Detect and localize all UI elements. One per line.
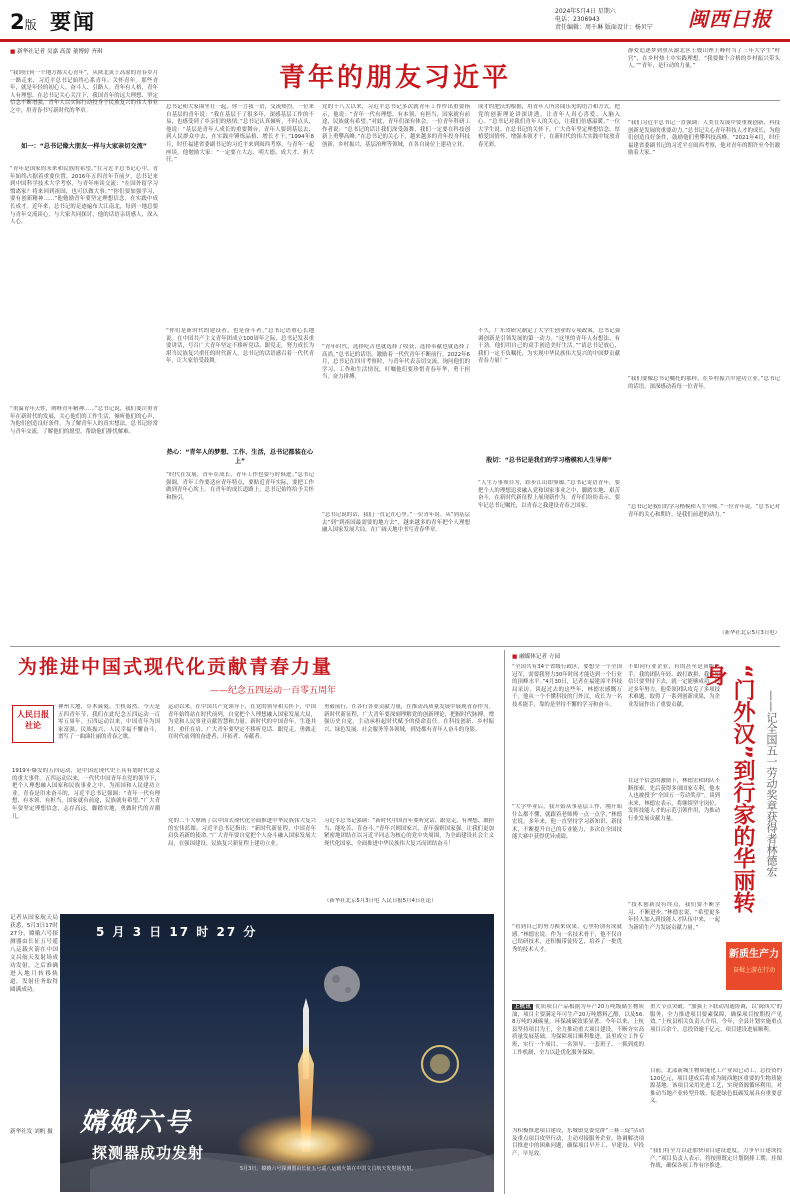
- article1-title: 青年的朋友习近平: [278, 63, 511, 93]
- article1-col5-para4: “总书记是我们的学习楷模和人生导师。”一位青年说。“总书记对青年的关心和期许，是我们前进的动力。”: [628, 504, 780, 518]
- header-rule: [0, 39, 790, 42]
- article1-col5-para3: “我们要像总书记嘱托的那样，在乡村振兴中建功立业。”总书记的话语，深深感动着每一位青年。: [628, 376, 780, 390]
- article1-col5-para1: 静爱追逐梦到重庆渝北区王嫂山锂王峰村当了三年大学生“村官”，在乡村热土中实践理想。“我要做个合格的乡村振兴带头人。”“青年，是行动的力量。”: [628, 48, 780, 70]
- article1-col2-para3: “时代在发展，青年在成长，青年工作也要与时俱进。”总书记强调，青年工作要适应青年特点，要贴近青年实际，要把工作做到青年心坎上。在青年的成长道路上，总书记始终给予关怀和指引。: [166, 472, 314, 501]
- article4-tag: 上杭讯: [514, 1004, 532, 1010]
- moon-icon: [324, 966, 360, 1002]
- article1-credit: （新华社北京5月3日电）: [719, 630, 780, 636]
- page-num: 2: [10, 10, 25, 34]
- header-phone: 电话：2306943: [555, 16, 600, 23]
- article3-bottom-rule: [512, 1000, 782, 1001]
- article1-col3-para2: “青年时代，选择吃苦也就选择了收获，选择奉献也就选择了高尚。”总书记的话语，激励着一代代青年不断前行。2022年6月，总书记在四川考察时，与青年代表亲切交流，询问他们的学习、工作和生活情况，叮嘱他们要珍惜青春年华，勇于担当，奋力拼搏。: [322, 344, 470, 381]
- article1-col3-para1: 党的十八大以来，习近平总书记多次就青年工作作出重要指示，他说：“青年一代有理想、有本领、有担当，国家就有前途，民族就有希望。”对此，青年们深有体会。一位青年科研工作者说：“总书记的话让我们深受鼓舞，我们一定要在科技创新上勇攀高峰。”在总书记的关心下，越来越多的青年投身科技创新、乡村振兴、基层治理等领域，在各自岗位上建功立业。: [322, 104, 470, 148]
- square-icon: ■: [512, 654, 518, 660]
- article4-col2-para2: 目前，北部新城生物质能化工产业园已动工，总投资约120亿元，项目建成后将成为闽西地区重要的生物质能源基地。该项目采用先进工艺，实现资源循环利用，对推动当地产业转型升级、促进绿色低碳发展具有重要意义。: [650, 1068, 782, 1105]
- article2-col3-para2: 习近平总书记强调：“新时代中国青年要听党话、跟党走，有理想、敢担当、能吃苦、肯奋斗。”青年兴则国家兴，青年强则国家强。让我们更加紧密地团结在以习近平同志为核心的党中央周围，为全面建设社会主义现代化国家、全面推进中华民族伟大复兴而团结奋斗！: [324, 818, 494, 847]
- article1-col1-para1: “我到任何一个地方都关心青年”，从陕北黄土高原的青春岁月一路走来，习近平总书记始终心系青年、关怀青年。那些青年，就是年轻的初心人、奋斗人、引路人。青年有人格，青年人有理想。在总书记关心关注下，我国青年的远大理想、坚定信念不断增强，青年人以实际行动投身于民族复兴的伟大事业之中，用青春书写新时代的华章。: [10, 70, 158, 114]
- article1-col5-para2: “我们习近平总书记一直强调：人类在发展中要重视创新，科技创新是发展的重要动力。”总书记关心青年科技人才的成长，为他们创造良好条件，鼓励他们勇攀科技高峰。“2021年4月，时任福建省委副书记的习近平在闽西考察，他对青年的期许至今仍激励着大家。”: [628, 120, 780, 157]
- newspaper-logo: 闽西日报: [688, 7, 772, 31]
- quality-productivity-banner: [726, 942, 782, 990]
- article1-col3-para3: “总书记说的话，我们一直记在心里。”一位青年说。从“到基层去”到“到祖国最需要的地方去”，越来越多的青年把个人理想融入国家发展大局，在广阔天地中书写青春华章。: [322, 512, 470, 534]
- article1-authors: 吴嘉 高蕾 董博婷 齐琪: [46, 49, 103, 55]
- column-divider: [504, 650, 505, 1194]
- article2-col2-para2: 党的二十大擘画了以中国式现代化全面推进中华民族伟大复兴的宏伟蓝图。习近平总书记指出：“新时代新征程，中国青年肩负着新的使命。”广大青年要自觉把个人奋斗融入国家发展大局，在强国建设、民族复兴新征程上建功立业。: [168, 818, 316, 847]
- article1-col4-para1: 成才的肥沃的根据，用青年人所喜闻乐见的语言和方式，把党的创新理论讲深讲透，让青年人真心喜爱、入脑入心。“总书记对我们青年人的关心，让我们倍感温暖。”一位大学生说。在总书记的关怀下，广大青年坚定理想信念，厚植爱国情怀，增强本领才干，在新时代的伟大实践中绽放青春光彩。: [478, 104, 620, 148]
- photo-time-banner: 5 月 3 日 17 时 27 分: [96, 925, 258, 939]
- article2-credit: （新华社北京5月3日电 人民日报5月4日社论）: [324, 898, 437, 904]
- side-caption-block: [10, 914, 58, 1184]
- article3-title: “门外汉”到行家的华丽转身: [702, 664, 755, 913]
- editorial-badge-text: 人民日报社论: [17, 710, 49, 730]
- article3-col2-para3: “技术创新没有终点，我们要不断学习、不断进步。”林德宏说，“希望更多年轻人加入到技能人才队伍中来，一起为新质生产力发展贡献力量。”: [628, 902, 720, 931]
- photo-side-caption: 记者从国家航天局获悉，5月3日17时27分，嫦娥六号探测器由长征五号遥八运载火箭在中国文昌航天发射场成功发射，之后准确进入地月转移轨道，发射任务取得圆满成功。: [10, 915, 58, 993]
- editorial-badge: [12, 705, 54, 743]
- article1-col2-para2: “你们是新时代的建设者，也是奋斗者。”总书记语重心长地说。在中国共产主义青年团成立100周年之际，总书记发表重要讲话，号召广大青年坚定不移听党话、跟党走，努力成长为堪当民族复兴重任的时代新人。总书记的话语感召着一代代青年，让大家倍受鼓舞。: [166, 328, 314, 365]
- photo-note: 5月3日，嫦娥六号探测器由长征五号遥八运载火箭在中国文昌航天发射场发射。: [240, 1166, 417, 1172]
- section-title: 要闻: [50, 10, 96, 34]
- article4-col1-para2: 为积极推进项目建设，东城镇党委党群“三赛三促”活动及重点项目攻坚行动，主动对接服务企业，协调解决项目推进中的困难问题，确保项目早开工、早建设、早投产、早见效。: [512, 1128, 644, 1157]
- banner-sub: 奋楫上游在行动: [732, 967, 775, 974]
- article1-col4-para3: “人生万事须自为，跬步江山即寥廓。”总书记寄语青年，要把个人的理想追求融入党和国家事业之中，脚踏实地、艰苦奋斗，在新时代新征程上展现新作为。青年们纷纷表示，要牢记总书记嘱托，以青春之我建设青春之国家。: [478, 480, 620, 509]
- article2-subtitle: ——纪念五四运动一百零五周年: [210, 686, 337, 696]
- article4-col2-para1: 重大节点突破。“加强上下联动沟通协调，以‘闽西大’的服务，全力推进项目要素保障，确保项目按期投产见效。”上杭县相关负责人介绍，今年，全县计划实施重点项目百余个，总投资逾千亿元，项目建设进展顺利。: [650, 1004, 782, 1033]
- article1-bottom-rule: [10, 646, 780, 647]
- article3-byline: [512, 652, 772, 662]
- article4-col1: [512, 1004, 644, 1194]
- header-editors: 责任编辑：周千琳 版面设计：杨贝宁: [555, 24, 653, 31]
- article4-col2-para3: “我们将全力以赴加快项目建设进度，力争早日建成投产。”项目负责人表示，将按照既定计划倒排工期，挂图作战，确保各项工作有序推进。: [650, 1148, 782, 1170]
- photo-side-credit: 新华社发 刘帆 摄: [10, 1129, 53, 1135]
- banner-title: 新质生产力: [729, 949, 779, 960]
- article3-author: 方园: [548, 654, 561, 660]
- article1-col4-para2: 不久，广东省研究制定了大学生创业的专项政策，总书记强调创新是引领发展的第一动力。“这里的青年人有想法、有干劲，他们用自己的双手创造美好生活。”“请总书记放心，我们一定不负嘱托，为实现中华民族伟大复兴的中国梦贡献青春力量！”: [478, 328, 620, 365]
- launch-photo: [60, 914, 494, 1192]
- header-date: 2024年5月4日 星期六: [555, 8, 616, 15]
- article3-subtitle: ——记全国五一劳动奖章获得者林德宏: [765, 690, 778, 877]
- article2-col3-para1: 勇毅前行，在各行各业贡献力量，在推动高质量发展中展现青春作为。新时代新征程，广大青年要深刻理解党的创新理论，把握时代脉搏，增强历史自觉，主动承担起时代赋予的使命责任。在科技创新、乡村振兴、绿色发展、社会服务等各领域，到处都有青年人奋斗的身影。: [324, 704, 494, 733]
- article3-col2-para2: 在这个信念的激励下，林德宏和团队不断探索，先后获得多项国家专利，他本人也被授予“全国五一劳动奖章”。谈到未来，林德宏表示，将继续坚守岗位，发挥技能人才的示范引领作用，为推动行业发展贡献力量。: [628, 778, 720, 822]
- article2-col1-para1: 神州大地，草木葳蕤，生机盎然。今天是五四青年节，我们在此纪念五四运动一百零五周年。五四运动以来，中国青年为国家富强、民族振兴、人民幸福不懈奋斗，谱写了一曲曲壮丽的青春之歌。: [58, 704, 160, 741]
- article1-tag: 新华社记者: [17, 49, 46, 55]
- article2-col1-para2: 1919年爆发的五四运动，是中国近现代史上具有划时代意义的重大事件。五四运动以来，一代代中国青年在党的领导下，把个人理想融入国家和民族事业之中，为祖国和人民建功立业。青春是用来奋斗的，习近平总书记强调：“青年一代有理想、有本领、有担当，国家就有前途，民族就有希望。”广大青年要坚定理想信念，志存高远，脚踏实地，勇做时代的弄潮儿。: [12, 768, 160, 820]
- article4-col1-para1: 优质项目产品根据为年产20万吨级储生物质油，项目主要满足年可生产20万吨燃料乙醇，以及56.8万吨的减碳量，环保减碳效果显著。今年以来，上杭县坚持项目为王，全力推动重大项目建设，不断夯实高质量发展基础。为保障项目顺利推进，县里成立工作专班，实行一个项目、一名领导、一套班子、一抓到底的工作机制，全力以赴优化服务保障。: [512, 1004, 644, 1056]
- article3-tag: 融媒体记者: [519, 654, 548, 660]
- article1-subhead2: 热心：“青年人的梦想、工作、生活，总书记都装在心上”: [166, 449, 314, 465]
- article3-col1-para2: “大学毕业后，我开始从事基层工作，刚开始什么都不懂，就跟着老师傅一点一点学。”林德宏说。多年来，他一直坚持学习新知识、新技术，不断提升自己的专业能力，多次在全国技能大赛中获得优异成绩。: [512, 804, 622, 841]
- article3-col1-para3: “看到自己的努力换来成果，心里特别有成就感。”林德宏说。作为一名技术骨干，他不仅自己钻研技术，还积极带徒传艺，培养了一批优秀的技术人才。: [512, 924, 622, 953]
- article2-col2-para1: 运动以来，在中国共产党领导下，在党的领导和关怀下，中国青年始终站在时代前列，自觉把个人理想融入国家发展大局，为党和人民事业贡献智慧和力量。新时代的中国青年，生逢其时，重任在肩。广大青年要坚定不移听党话、跟党走，勇做走在时代前列的奋进者、开拓者、奉献者。: [168, 704, 316, 741]
- article1-subhead1: 如一：“总书记像大朋友一样与大家亲切交流”: [21, 143, 147, 150]
- article1-col1-para2: “青年是国家的未来和民族的希望。”在习近平总书记心中，青年始终占据着重要位置。2016年五四青年节前夕，总书记来到中国科学技术大学考察，与青年座谈交流：“在国外留学习惯离家？将来回到祖国，也可以做大事。”“你们要加强学习，要有创新精神……”他勉励青年要坚定理想信念，在实践中成长成才。近年来，总书记的足迹遍布大江南北，每到一地总要与青年交流谈心，与大家共同探讨，他的话语亲切感人，深入人心。: [10, 166, 158, 226]
- page-number: [10, 10, 37, 37]
- article1-subhead3: 殷切：“总书记是我们的学习楷模和人生导师”: [486, 457, 612, 464]
- article3-col2-para1: 不如同行业企业，有的甚至是顶级高手。我的团队年轻、敢打敢拼，我们相信只要坚持下去，就一定能够成功。经过多年努力，他带领团队攻克了多项技术难题，取得了一系列创新成果，为企业发展作出了重要贡献。: [628, 664, 720, 708]
- square-icon: ■: [10, 49, 16, 55]
- article3-col1-para1: “全国共有34个省级行政区，要想全一个全国冠军，需要我努力30年时间才能达到一个行业的顶峰水平。”4月30日，记者在福建漳平科技局采访，谈起过去的这些年，林德宏感慨万千。他从一个不懂科技的门外汉，成长为一名技术能手，靠的是坚持不懈的学习和奋斗。: [512, 664, 622, 708]
- article1-byline: [10, 47, 270, 57]
- photo-caption-sub: 探测器成功发射: [92, 1144, 205, 1162]
- page-label: 版: [24, 18, 37, 32]
- photo-caption-big: 嫦娥六号: [80, 1108, 193, 1138]
- page-header: [0, 0, 790, 40]
- article2-title: 为推进中国式现代化贡献青春力量: [18, 656, 334, 678]
- article1-col2-para1: 总书记和大家围坐在一起，你一言我一语，交流热烈。一位来自基层的青年说：“我在基层干了很多年，深感基层工作的不易，也感受到了乡亲们的热情。”总书记认真倾听，不时点头，他说：“基层是青年人成长的重要舞台，青年人要到基层去、到人民群众中去，在实践中锤炼品格、增长才干。”1994年8月，时任福建省委副书记的习近平来到闽西考察，与青年一起座谈。他勉励大家：“一定要立大志、明大德、成大才、担大任。”: [166, 104, 314, 164]
- article1-col1-para3: “重温青年天性，阐释青年精神……”总书记说，我们要注重青年在新时代的发展，关心他们的工作生活，倾听他们的心声，为他们创造良好条件。为了解青年人的真实想法，总书记经常与青年交流，了解他们的愿望，帮助他们排忧解难。: [10, 406, 158, 435]
